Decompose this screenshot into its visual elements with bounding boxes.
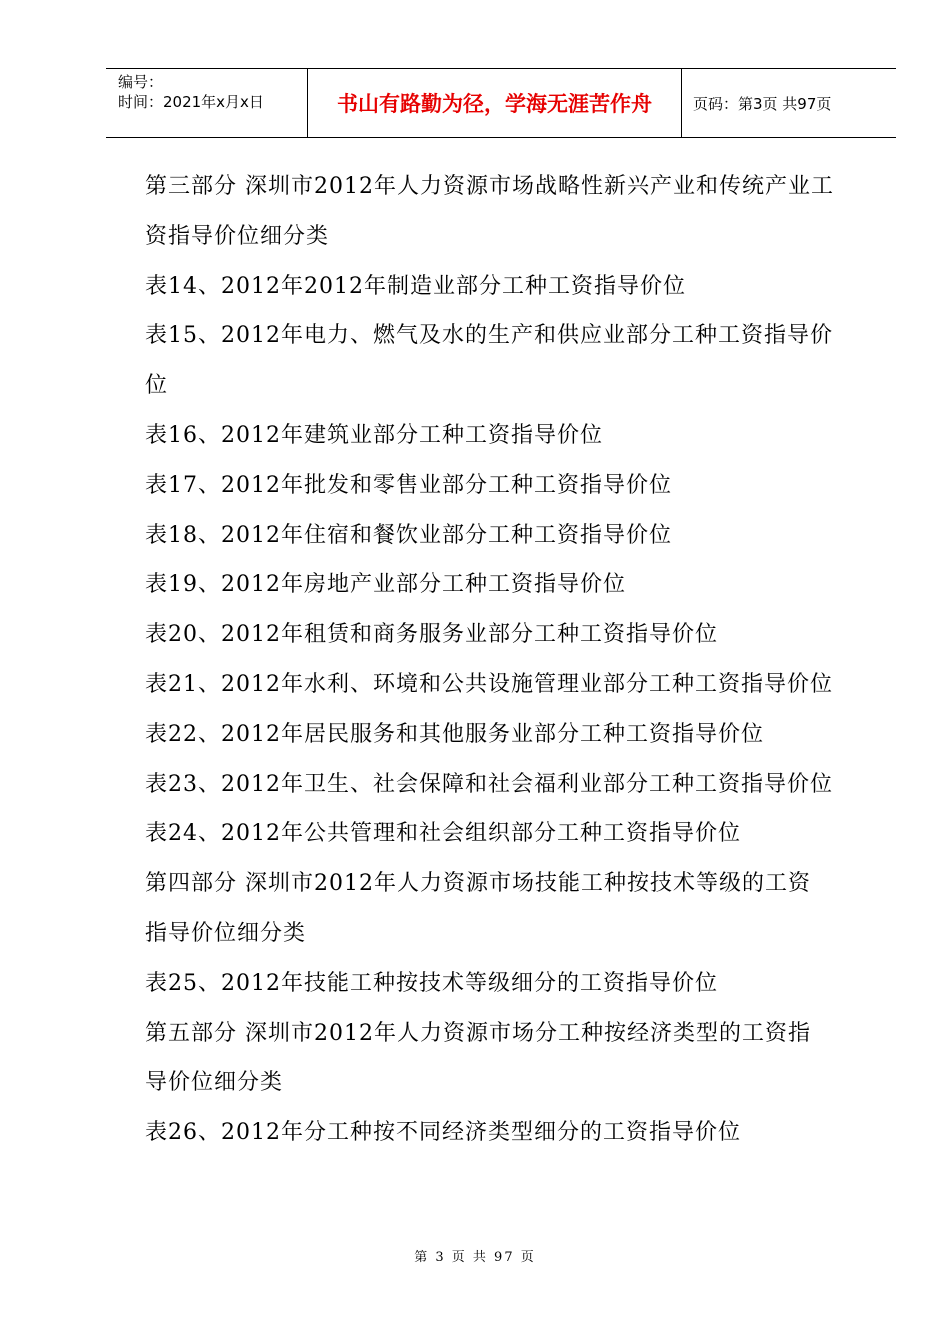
page-number-cell	[682, 69, 896, 137]
toc-line: 表22、2012年居民服务和其他服务业部分工种工资指导价位	[145, 721, 764, 747]
toc-line: 表18、2012年住宿和餐饮业部分工种工资指导价位	[145, 522, 672, 548]
toc-line: 表14、2012年2012年制造业部分工种工资指导价位	[145, 273, 686, 299]
toc-line: 表16、2012年建筑业部分工种工资指导价位	[145, 422, 603, 448]
toc-line: 表24、2012年公共管理和社会组织部分工种工资指导价位	[145, 821, 741, 847]
toc-line: 第四部分 深圳市2012年人力资源市场技能工种按技术等级的工资	[145, 871, 811, 897]
toc-line: 表17、2012年批发和零售业部分工种工资指导价位	[145, 472, 672, 498]
header-meta-cell	[106, 69, 308, 137]
toc-line: 资指导价位细分类	[145, 223, 330, 249]
toc-line: 表20、2012年租赁和商务服务业部分工种工资指导价位	[145, 622, 718, 648]
toc-content	[145, 162, 865, 1158]
toc-line: 表23、2012年卫生、社会保障和社会福利业部分工种工资指导价位	[145, 771, 833, 797]
toc-line: 表21、2012年水利、环境和公共设施管理业部分工种工资指导价位	[145, 671, 833, 697]
toc-line: 表19、2012年房地产业部分工种工资指导价位	[145, 572, 626, 598]
toc-line: 第五部分 深圳市2012年人力资源市场分工种按经济类型的工资指	[145, 1020, 811, 1046]
page-footer: 第 3 页 共 97 页	[414, 1250, 536, 1265]
page-number-label: 页码：第3页 共97页	[693, 94, 832, 113]
code-label: 编号：	[118, 73, 164, 91]
toc-line: 指导价位细分类	[145, 920, 307, 946]
document-header	[106, 68, 896, 138]
toc-line: 第三部分 深圳市2012年人力资源市场战略性新兴产业和传统产业工	[145, 174, 834, 199]
time-label: 时间：2021年x月x日	[118, 93, 264, 111]
toc-line: 导价位细分类	[145, 1070, 284, 1096]
toc-line: 表15、2012年电力、燃气及水的生产和供应业部分工种工资指导价	[145, 323, 833, 349]
motto-cell	[308, 69, 682, 137]
toc-line: 表25、2012年技能工种按技术等级细分的工资指导价位	[145, 970, 718, 996]
motto-text: 书山有路勤为径，学海无涯苦作舟	[337, 92, 652, 116]
toc-line: 表26、2012年分工种按不同经济类型细分的工资指导价位	[145, 1120, 741, 1146]
toc-line: 位	[145, 373, 169, 399]
